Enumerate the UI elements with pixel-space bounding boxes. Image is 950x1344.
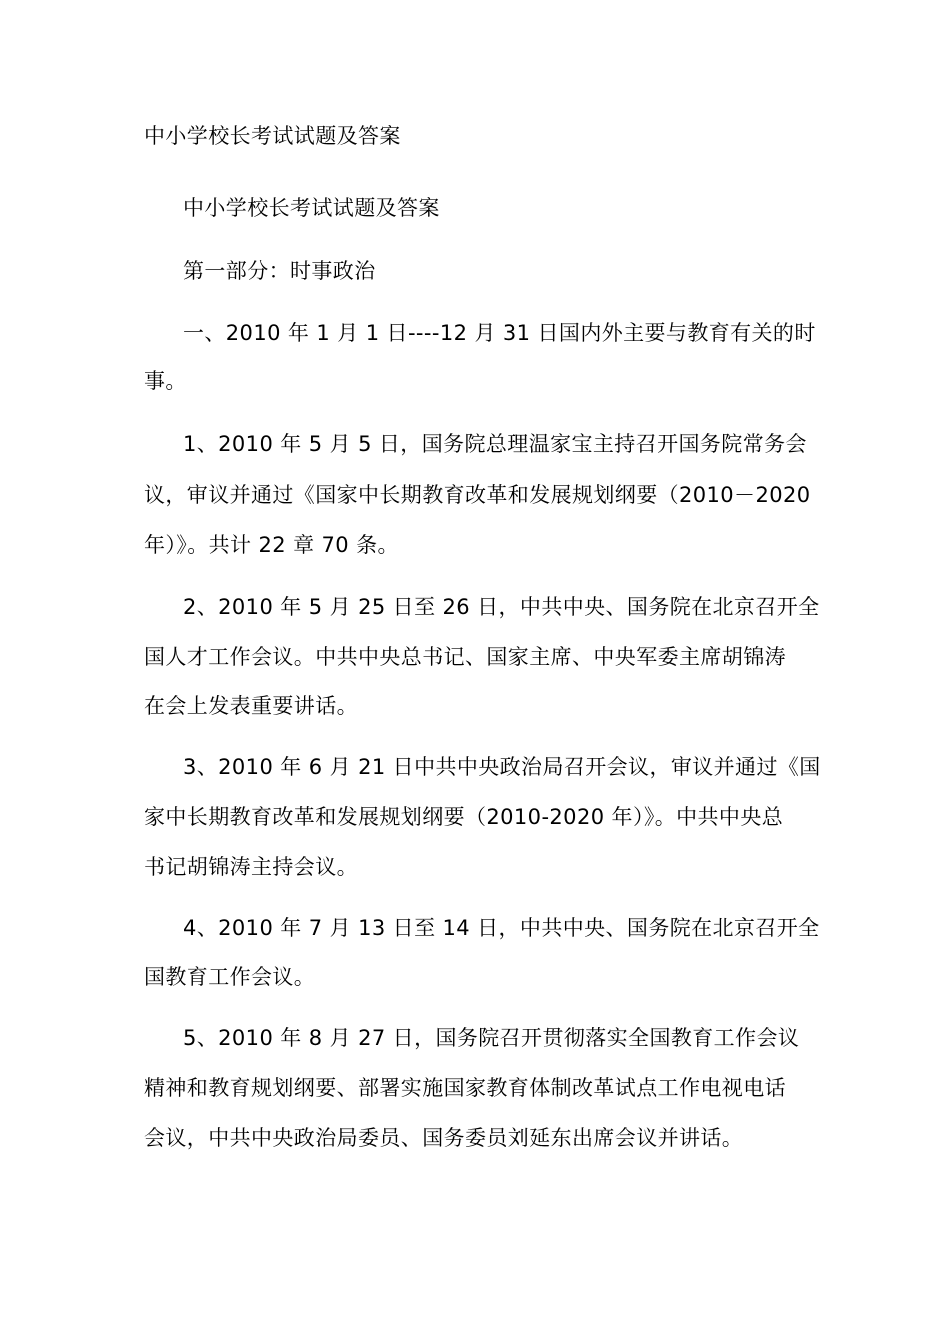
part-heading: 第一部分：时事政治 <box>183 259 376 283</box>
paragraph-line: 2、2010 年 5 月 25 日至 26 日，中共中央、国务院在北京召开全 <box>183 595 820 619</box>
paragraph-line: 在会上发表重要讲话。 <box>144 694 358 718</box>
paragraph-line: 家中长期教育改革和发展规划纲要（2010-2020 年）》。中共中央总 <box>144 805 784 829</box>
paragraph-line: 国教育工作会议。 <box>144 965 316 989</box>
paragraph-line: 3、2010 年 6 月 21 日中共中央政治局召开会议，审议并通过《国 <box>183 755 821 779</box>
paragraph-line: 1、2010 年 5 月 5 日，国务院总理温家宝主持召开国务院常务会 <box>183 432 807 456</box>
paragraph-line: 年）》。共计 22 章 70 条。 <box>144 533 399 557</box>
document-subtitle: 中小学校长考试试题及答案 <box>183 196 440 220</box>
paragraph-line: 书记胡锦涛主持会议。 <box>144 855 358 879</box>
paragraph-line: 5、2010 年 8 月 27 日，国务院召开贯彻落实全国教育工作会议 <box>183 1026 800 1050</box>
document-title: 中小学校长考试试题及答案 <box>144 124 401 148</box>
paragraph-line: 会议，中共中央政治局委员、国务委员刘延东出席会议并讲话。 <box>144 1126 744 1150</box>
paragraph-line: 精神和教育规划纲要、部署实施国家教育体制改革试点工作电视电话 <box>144 1076 786 1100</box>
paragraph-line: 4、2010 年 7 月 13 日至 14 日，中共中央、国务院在北京召开全 <box>183 916 820 940</box>
section-heading-line: 事。 <box>144 369 187 393</box>
paragraph-line: 国人才工作会议。中共中央总书记、国家主席、中央军委主席胡锦涛 <box>144 645 786 669</box>
section-heading-line: 一、2010 年 1 月 1 日----12 月 31 日国内外主要与教育有关的时 <box>183 321 816 345</box>
paragraph-line: 议，审议并通过《国家中长期教育改革和发展规划纲要（2010－2020 <box>144 483 811 507</box>
